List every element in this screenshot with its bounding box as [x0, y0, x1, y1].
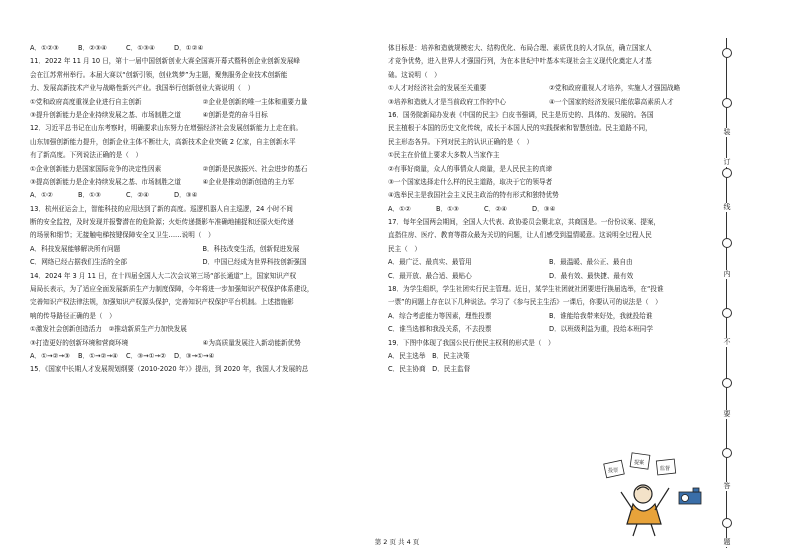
question-line: 民主（ ） — [388, 244, 421, 253]
option-text — [549, 363, 710, 376]
binding-line — [726, 38, 727, 548]
option-row — [388, 310, 710, 323]
option-text: C．网络已经占据我们生活的全部 — [30, 258, 127, 267]
question-line: 民主植根于本国的历史文化传统，成长于本国人民的实践探索和智慧创造。民主道路不同， — [388, 124, 652, 133]
option-row — [30, 189, 375, 202]
page-footer: 第 2 页 共 4 页 — [374, 538, 420, 546]
option-text: B．①→②→④ — [78, 351, 118, 360]
binding-hole-icon — [722, 518, 732, 528]
question-line: ③一个国家选择走什么样的民主道路，取决于它的领导者 — [388, 177, 553, 186]
option-text: B．科技改变生活，创新促进发展 — [202, 244, 300, 253]
option-text: ②企业是创新的唯一主体和重要力量 — [202, 97, 308, 106]
option-text: B．①③ — [78, 191, 101, 200]
option-text: ④企业是推动创新创造的主力军 — [202, 177, 295, 186]
option-text: ③提高创新能力是企业持续发展之基、市场制胜之道 — [30, 177, 181, 186]
option-row — [388, 82, 710, 95]
option-row — [30, 96, 375, 109]
option-text: A．①→②→③ — [30, 351, 70, 360]
binding-label: 题 — [721, 538, 733, 547]
question-line: ②有事好商量，众人的事情众人商量，是人民民主的真谛 — [388, 164, 553, 173]
option-text: ②党和政府重视人才培养，实施人才强国战略 — [549, 84, 681, 93]
option-row — [388, 363, 710, 376]
option-text: C．民主协商 D．民主监督 — [388, 365, 471, 374]
option-text: B．①③ — [436, 204, 459, 213]
option-text: A．①②③ — [30, 44, 59, 52]
cartoon-illustration — [593, 452, 711, 540]
question-line: 14．2024 年 3 月 11 日，在十四届全国人大二次会议第三场“部长通道”上，国家知识产权 — [30, 271, 297, 280]
option-text: C．②④ — [484, 204, 508, 213]
option-row — [388, 323, 710, 336]
question-line: 15．《国家中长期人才发展规划纲要（2010-2020 年）》提出，到 2020 年，我国人才发展的总 — [30, 365, 309, 374]
option-text: A．民主选举 B．民主决策 — [388, 351, 470, 360]
question-line: 19．下图中体现了我国公民行使民主权利的形式是（ ） — [388, 338, 555, 347]
question-line: 完善知识产权法律法规，加强知识产权源头保护，完善知识产权保护平台机制。上述措施影 — [30, 298, 294, 307]
question-line: 响的传导路径正确的是（ ） — [30, 311, 116, 320]
binding-label: 答 — [721, 482, 733, 491]
question-line: ④选举民主是我国社会主义民主政治的特有形式和独特优势 — [388, 191, 559, 200]
option-text: A．科技发展能够解决所有问题 — [30, 244, 121, 253]
option-row — [30, 337, 375, 350]
binding-label: 不 — [721, 338, 733, 347]
option-text: A．①② — [388, 204, 411, 213]
option-row — [388, 256, 710, 269]
option-text — [203, 323, 376, 336]
cartoon-figure — [621, 485, 669, 536]
question-line: 山东加强创新能力提升，创新企业主体不断壮大，高新技术企业突破 2 亿家，自主创新水平 — [30, 137, 296, 146]
option-text: B．谁能给我带来好处，我就投给谁 — [549, 311, 653, 320]
option-text: ①激发社会创新创造活力 ②推动新质生产力加快发展 — [30, 325, 187, 334]
option-row — [30, 176, 375, 189]
question-line: 断的安全监控，及时发现并报警潜在的危险源；火炬传递摄影车准确地捕捉和还原火炬传递 — [30, 218, 294, 227]
option-row — [30, 243, 375, 256]
question-line: 16．国务院新闻办发表《中国的民主》白皮书强调，民主是历史的、具体的、发展的。各国 — [388, 110, 654, 119]
binding-label: 订 — [721, 158, 733, 167]
question-line: 础。这说明（ ） — [388, 70, 441, 79]
option-text: ①人才对经济社会的发展至关重要 — [388, 84, 487, 93]
option-text: C．最开放、最合适、最贴心 — [388, 271, 472, 280]
option-row — [30, 350, 375, 363]
binding-strip — [716, 38, 738, 548]
binding-label: 装 — [721, 128, 733, 137]
binding-hole-icon — [722, 98, 732, 108]
binding-hole-icon — [722, 48, 732, 58]
option-row — [30, 109, 375, 122]
question-line: 一票”的问题上存在以下几种说法。学习了《参与民主生活》一课后，你要认可的说法是（ ） — [388, 298, 662, 307]
binding-hole-icon — [722, 448, 732, 458]
option-text: ②创新是民族振兴、社会进步的基石 — [202, 164, 308, 173]
question-line: 18．为学生组织，学生社团实行民主管理。近日，某学生社团就社团要进行换届选举，在“投谁 — [388, 285, 664, 294]
binding-label: 线 — [721, 203, 733, 212]
question-line: 12．习近平总书记在山东考察时，明确要求山东努力在增强经济社会发展创新能力上走在前。 — [30, 124, 303, 133]
camera-icon — [679, 488, 701, 504]
option-text: C．①③④ — [126, 44, 155, 52]
question-line: 的场景和细节；无接触电梯按键保障安全又卫生……说明（ ） — [30, 231, 215, 240]
question-line: 力、发展高新技术产业与战略性新兴产业。我国举行创新创业大赛说明（ ） — [30, 84, 255, 93]
binding-label: 要 — [721, 410, 733, 419]
option-text: C．谁当选都和我没关系，不去投票 — [388, 325, 492, 334]
binding-hole-icon — [722, 238, 732, 248]
binding-hole-icon — [722, 378, 732, 388]
option-text: ③打造更好的创新环境和营商环境 — [30, 338, 129, 347]
option-text: D．③④ — [174, 191, 198, 200]
question-line: 局局长表示，为了适应全面发展新质生产力制度保障，今年将进一步加强知识产权保护体系建设， — [30, 285, 314, 294]
option-row — [30, 256, 375, 269]
question-line: 才竞争优势，进入世界人才强国行列，为在本世纪中叶基本实现社会主义现代化奠定人才基 — [388, 57, 652, 66]
question-line: 11．2022 年 11 月 10 日，第十一届中国创新创业大赛全国赛开幕式暨科创企业创新发展峰 — [30, 57, 301, 66]
option-text: ①企业创新能力是国家国际竞争的决定性因素 — [30, 164, 162, 173]
option-row — [388, 350, 710, 363]
option-row — [388, 270, 710, 283]
question-line: 13．杭州亚运会上，智能科技的应用达到了新的高度。巡逻机器人自主巡逻，24 小时不间 — [30, 204, 293, 213]
option-text: D．③④ — [532, 204, 556, 213]
binding-hole-icon — [722, 168, 732, 178]
option-text: D．中国已经成为世界科技创新强国 — [202, 258, 307, 267]
cartoon-label: 投票 — [608, 468, 619, 474]
cartoon-label: 提案 — [634, 460, 645, 466]
option-text: ①党和政府高度重视企业进行自主创新 — [30, 97, 142, 106]
question-line: 直指住房、医疗、教育等群众最为关切的问题，让人们感受到温情暖意。这说明全过程人民 — [388, 231, 652, 240]
option-row — [30, 323, 375, 336]
question-line: 会在江苏常州举行。本届大赛以“创新引领，创业筑梦”为主题，聚焦服务企业技术创新能 — [30, 70, 288, 79]
option-row — [30, 42, 375, 55]
cartoon-label: 监督 — [660, 466, 671, 472]
option-text: C．③→①→② — [126, 351, 166, 360]
binding-hole-icon — [722, 308, 732, 318]
left-column — [30, 42, 375, 377]
option-text: D．③→①→④ — [174, 351, 215, 360]
option-text: ④为高质量发展注入新动能新优势 — [202, 338, 301, 347]
question-line: 体目标是：培养和造就规模宏大、结构优化、布局合理、素质优良的人才队伍，确立国家人 — [388, 44, 652, 52]
option-text: D．以班级利益为重，投给本班同学 — [549, 325, 653, 334]
option-text: C．②④ — [126, 191, 150, 200]
question-line: 民主形态各异。下列对民主的认识正确的是（ ） — [388, 137, 534, 146]
option-text: ④创新是党的奋斗目标 — [202, 110, 268, 119]
option-row — [30, 163, 375, 176]
question-line: 有了新高度。下列说法正确的是（ ） — [30, 151, 143, 160]
option-text: D．①②④ — [174, 44, 204, 52]
option-text: A．①② — [30, 191, 53, 200]
option-text: A．最广泛、最真实、最管用 — [388, 258, 472, 267]
option-text: A．综合考虑能力等因素，理性投票 — [388, 311, 492, 320]
option-row — [388, 96, 710, 109]
option-text: B．②③④ — [78, 44, 107, 52]
option-text — [549, 350, 710, 363]
right-column — [388, 42, 710, 377]
question-line: ①民主在价值上要求大多数人当家作主 — [388, 151, 500, 160]
option-text: ④一个国家的经济发展只能依靠高素质人才 — [549, 97, 674, 106]
option-text: D．最有效、最快捷、最有效 — [549, 271, 634, 280]
option-row — [388, 203, 710, 216]
option-text: ③培养和造就人才是当前政府工作的中心 — [388, 97, 507, 106]
binding-label: 内 — [721, 270, 733, 279]
question-line: 17．每年全国两会期间，全国人大代表、政协委员会聚北京，共商国是。一份份议案、提案， — [388, 218, 661, 227]
option-text: B．最温暖、最公正、最自由 — [549, 258, 633, 267]
option-text: ③提升创新能力是企业持续发展之基、市场制胜之道 — [30, 110, 181, 119]
